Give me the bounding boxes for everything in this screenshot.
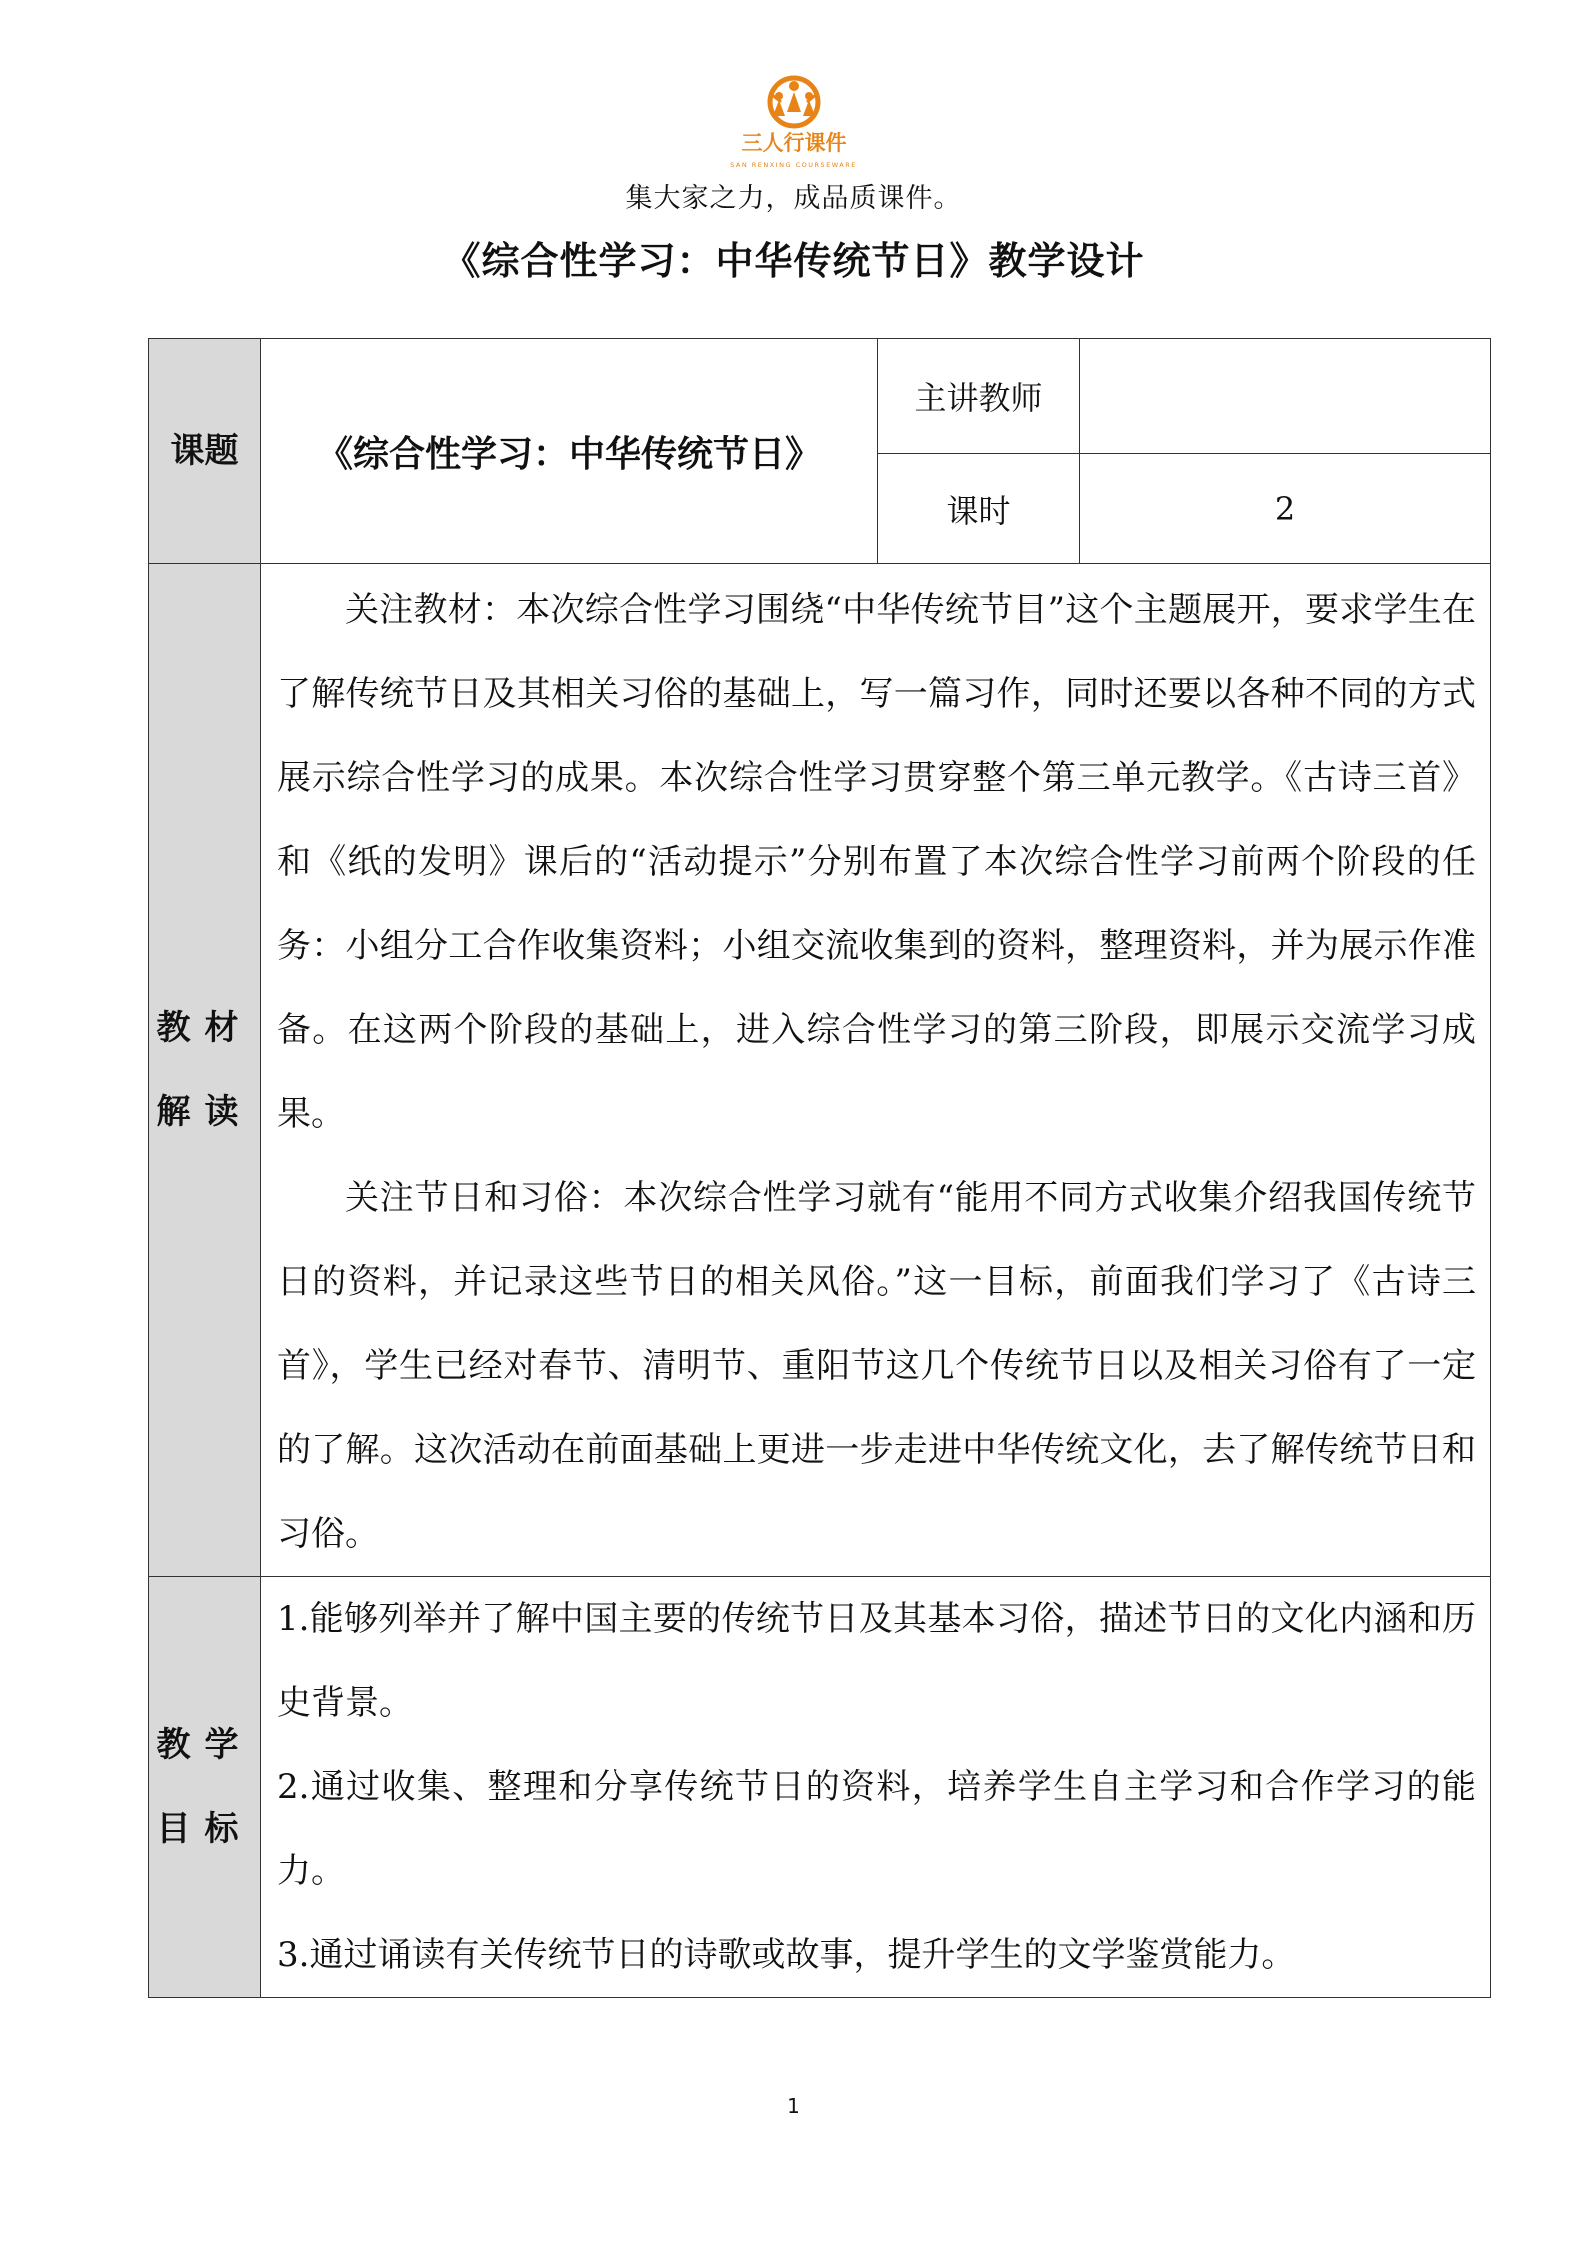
slogan: 集大家之力，成品质课件。 xyxy=(625,183,962,214)
hours-label: 课时 xyxy=(946,491,1011,530)
topic-label: 课题 xyxy=(170,431,239,471)
material-label-line2: 解读 xyxy=(156,1092,253,1132)
logo-subtitle: SAN RENXING COURSEWARE xyxy=(730,161,857,169)
goal-item-2: 2.通过收集、整理和分享传统节日的资料，培养学生自主学习和合作学习的能力。 xyxy=(277,1767,1476,1891)
goals-content-cell xyxy=(261,1577,1491,1998)
document-title: 《综合性学习：中华传统节日》教学设计 xyxy=(442,239,1145,283)
lesson-plan-table xyxy=(148,338,1491,1998)
topic-label-cell xyxy=(149,339,261,564)
goals-label-line1: 教学 xyxy=(156,1725,253,1765)
logo-emblem-icon xyxy=(719,72,869,162)
brand-logo xyxy=(719,72,869,172)
material-paragraph-2: 关注节日和习俗：本次综合性学习就有“能用不同方式收集介绍我国传统节日的资料，并记录这些节日的相关风俗。”这一目标，前面我们学习了《古诗三首》，学生已经对春节、清明节、重阳节这几个传统节日以及相关习俗有了一定的了解。这次活动在前面基础上更进一步走进中华传统文化，去了解传统节日和习俗。 xyxy=(277,1178,1476,1554)
teacher-label-cell xyxy=(878,339,1080,454)
topic-value: 《综合性学习：中华传统节日》 xyxy=(316,433,821,475)
material-label-line1: 教材 xyxy=(156,1008,253,1048)
material-paragraph-1: 关注教材：本次综合性学习围绕“中华传统节目”这个主题展开，要求学生在了解传统节日及其相关习俗的基础上，写一篇习作，同时还要以各种不同的方式展示综合性学习的成果。本次综合性学习贯穿整个第三单元教学。《古诗三首》和《纸的发明》课后的“活动提示”分别布置了本次综合性学习前两个阶段的任务：小组分工合作收集资料；小组交流收集到的资料，整理资料，并为展示作准备。在这两个阶段的基础上，进入综合性学习的第三阶段，即展示交流学习成果。 xyxy=(277,590,1476,1134)
hours-value-cell xyxy=(1080,454,1491,564)
material-content-cell xyxy=(261,564,1491,1577)
goal-item-3: 3.通过诵读有关传统节日的诗歌或故事，提升学生的文学鉴赏能力。 xyxy=(277,1935,1296,1975)
teacher-value-cell xyxy=(1080,339,1491,454)
hours-label-cell xyxy=(878,454,1080,564)
page-header xyxy=(0,72,1587,215)
material-label-cell xyxy=(149,564,261,1577)
goals-label-line2: 目标 xyxy=(156,1809,253,1849)
logo-text: 三人行课件 xyxy=(741,130,846,155)
hours-value: 2 xyxy=(1274,489,1296,528)
teacher-label: 主讲教师 xyxy=(914,379,1043,417)
topic-value-cell xyxy=(261,339,878,564)
goal-item-1: 1.能够列举并了解中国主要的传统节日及其基本习俗，描述节日的文化内涵和历史背景。 xyxy=(277,1599,1476,1723)
page-number: 1 xyxy=(787,2094,800,2118)
goals-label-cell xyxy=(149,1577,261,1998)
